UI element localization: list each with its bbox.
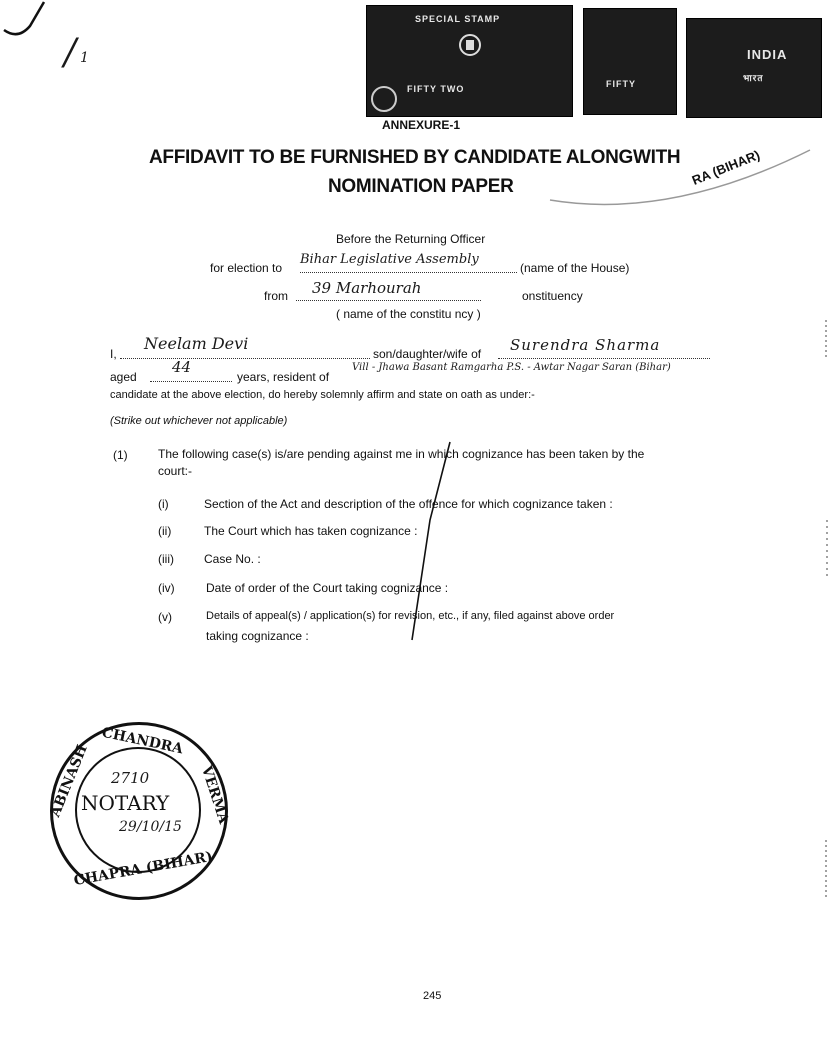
relation-label: son/daughter/wife of: [373, 347, 482, 361]
age-dotted-line: [150, 381, 232, 382]
house-dotted-line: [300, 272, 517, 273]
seal-right-text: VERMA: [197, 764, 232, 826]
stamp-1-seal-icon: [369, 84, 399, 114]
subitem-number: (iv): [158, 581, 175, 595]
resident-address-handwritten: Vill - Jhawa Basant Ramgarha P.S. - Awtar Nagar Saran (Bihar): [352, 362, 671, 373]
document-title-line-2: NOMINATION PAPER: [328, 176, 514, 197]
constituency-handwritten: 39 Marhourah: [312, 279, 422, 297]
seal-bottom-text: CHAPRA (BIHAR): [72, 848, 214, 890]
age-handwritten: 44: [172, 358, 192, 376]
subitem-text: Section of the Act and description of the offence for which cognizance taken :: [204, 497, 613, 511]
subitem-text-continued: taking cognizance :: [206, 629, 309, 643]
subitem-number: (i): [158, 497, 169, 511]
subitem-text: Date of order of the Court taking cognizance :: [206, 581, 449, 595]
relative-dotted-line: [498, 358, 710, 359]
seal-handwritten-date: 29/10/15: [119, 819, 182, 835]
page-number: 245: [423, 990, 442, 1002]
subitem-number: (iii): [158, 552, 174, 566]
seal-top-text: CHANDRA: [100, 724, 185, 758]
stamp-1-heading: SPECIAL STAMP: [415, 14, 501, 24]
stamp-3-country: INDIA: [747, 47, 788, 62]
stamp-1-value: FIFTY TWO: [407, 84, 465, 94]
subitem-text: Case No. :: [204, 552, 261, 566]
seal-handwritten-number: 2710: [111, 769, 150, 787]
relative-name-handwritten: Surendra Sharma: [510, 336, 661, 354]
item-1-text-line-1: The following case(s) is/are pending against me in which cognizance has been taken by the: [158, 447, 645, 461]
strike-note: (Strike out whichever not applicable): [110, 415, 288, 427]
candidate-name-handwritten: Neelam Devi: [144, 334, 249, 353]
returning-officer-label: Before the Returning Officer: [336, 232, 486, 246]
i-label: I,: [110, 347, 117, 361]
subitem-number: (ii): [158, 524, 172, 538]
office-stamp-text: RA (BIHAR): [689, 147, 762, 188]
emblem-icon: [457, 32, 483, 58]
item-1-number: (1): [113, 448, 128, 462]
resident-label: years, resident of: [237, 370, 330, 384]
name-dotted-line: [120, 358, 370, 359]
name-of-house-label: (name of the House): [520, 261, 630, 275]
page-mark-slash: /: [64, 32, 77, 73]
item-1-text-line-2: court:-: [158, 464, 193, 478]
declaration-line: candidate at the above election, do hereby solemnly affirm and state on oath as under:-: [110, 389, 535, 401]
aged-label: aged: [110, 370, 137, 384]
document-title-line-1: AFFIDAVIT TO BE FURNISHED BY CANDIDATE ALONGWITH: [149, 147, 681, 168]
election-to-label: for election to: [210, 261, 283, 275]
annexure-label: ANNEXURE-1: [382, 118, 461, 132]
seal-center-text: NOTARY: [81, 791, 170, 815]
scan-edge-marks: [818, 320, 832, 920]
subitem-text: The Court which has taken cognizance :: [204, 524, 418, 538]
subitem-text: Details of appeal(s) / application(s) for revision, etc., if any, filed against above order: [206, 610, 615, 622]
office-stamp-ring: [530, 90, 820, 210]
stamp-2-value: FIFTY: [606, 79, 636, 89]
name-of-constituency-label: ( name of the constitu ncy ): [336, 307, 481, 321]
seal-left-text: ABINASH: [47, 742, 91, 820]
house-name-handwritten: Bihar Legislative Assembly: [300, 252, 479, 267]
constituency-dotted-line: [296, 300, 481, 301]
from-label: from: [264, 289, 288, 303]
stamp-3-script: भारत: [743, 73, 764, 83]
subitem-number: (v): [158, 610, 172, 624]
constituency-label: onstituency: [522, 289, 583, 303]
notary-seal: [47, 722, 232, 900]
page-mark-one: 1: [80, 50, 89, 66]
